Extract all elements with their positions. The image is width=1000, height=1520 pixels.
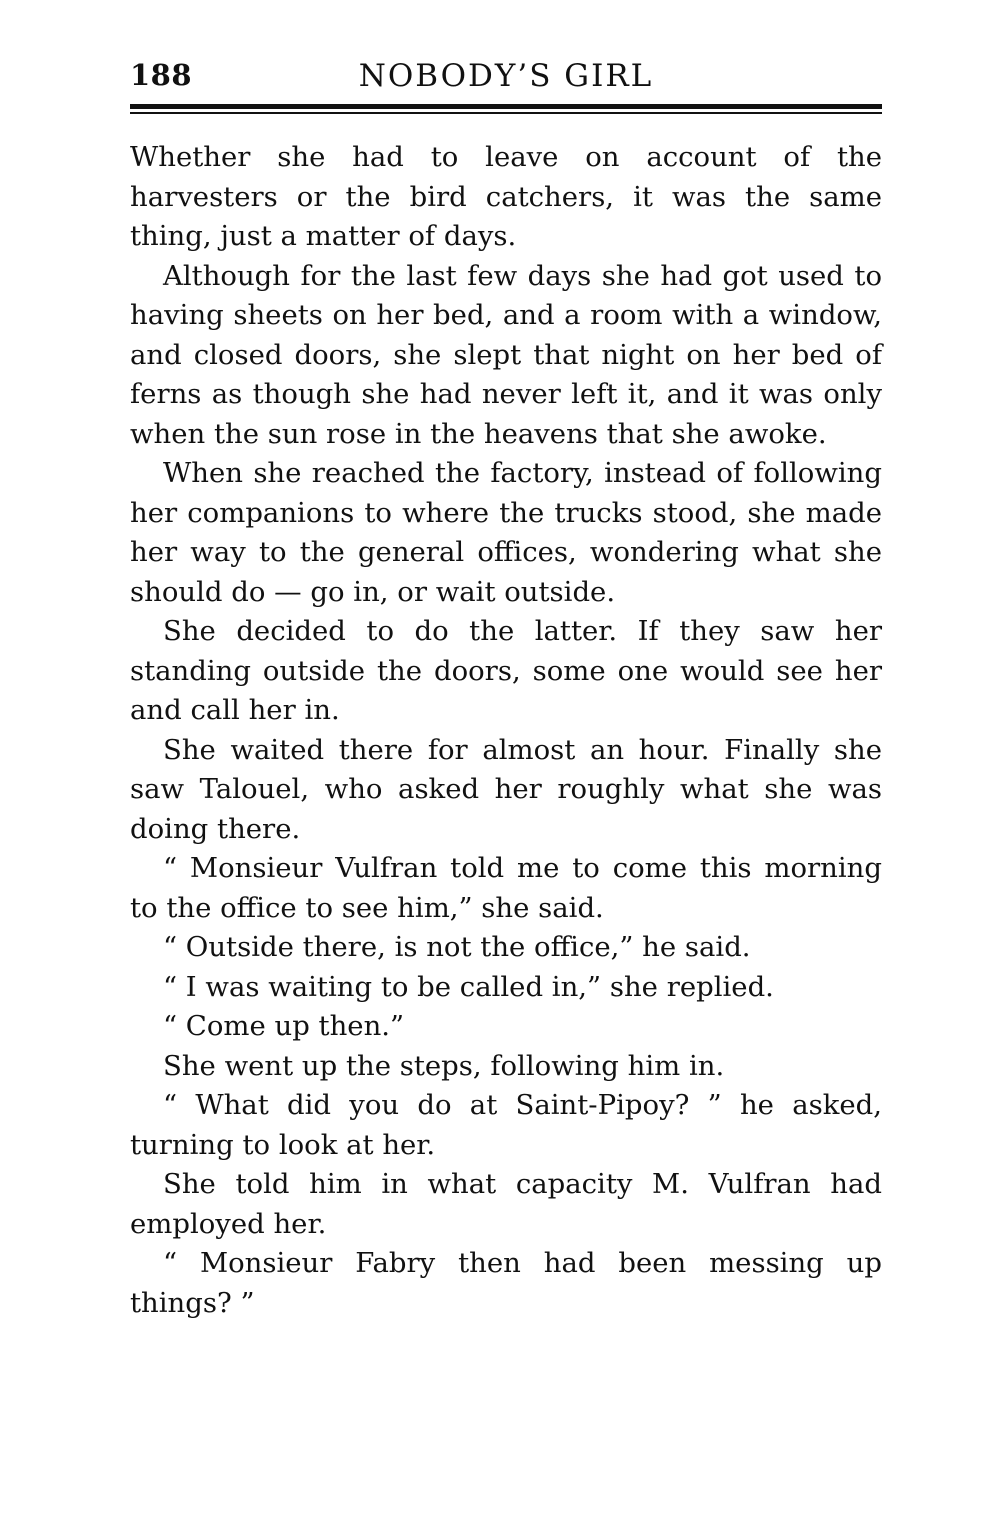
running-title: NOBODY’S GIRL bbox=[358, 58, 654, 94]
body-text bbox=[130, 138, 882, 1323]
paragraph: “ Outside there, is not the office,” he said. bbox=[163, 931, 751, 963]
paragraph: She went up the steps, following him in. bbox=[163, 1049, 725, 1082]
running-head bbox=[130, 58, 882, 100]
paragraph: She decided to do the latter. If they saw her standing outside the doors, some one would see her and call her in. bbox=[130, 615, 882, 726]
paragraph: “ Monsieur Fabry then had been messing up things? ” bbox=[130, 1247, 882, 1319]
paragraph: When she reached the factory, instead of following her companions to where the trucks stood, she made her way to the general offices, wondering what she should do — go in, or wait outside. bbox=[130, 457, 882, 608]
paragraph: Whether she had to leave on account of the harvesters or the bird catchers, it was the same thing, just a matter of days. bbox=[130, 141, 882, 252]
paragraph: “ Monsieur Vulfran told me to come this morning to the office to see him,” she said. bbox=[130, 852, 882, 924]
paragraph: “ What did you do at Saint-Pipoy? ” he asked, turning to look at her. bbox=[130, 1089, 882, 1161]
header-rule-thin bbox=[130, 112, 882, 114]
page-number: 188 bbox=[130, 58, 193, 92]
paragraph: Although for the last few days she had got used to having sheets on her bed, and a room with a window, and closed doors, she slept that night on her bed of ferns as though she had never left it, and it was only when the sun rose in the heavens that she awoke. bbox=[130, 259, 882, 450]
book-page bbox=[130, 58, 882, 1323]
paragraph: She told him in what capacity M. Vulfran had employed her. bbox=[130, 1168, 882, 1240]
paragraph: “ Come up then.” bbox=[163, 1010, 405, 1042]
header-rule-thick bbox=[130, 104, 882, 109]
paragraph: “ I was waiting to be called in,” she replied. bbox=[163, 970, 774, 1003]
paragraph: She waited there for almost an hour. Finally she saw Talouel, who asked her roughly what she was doing there. bbox=[130, 733, 882, 845]
